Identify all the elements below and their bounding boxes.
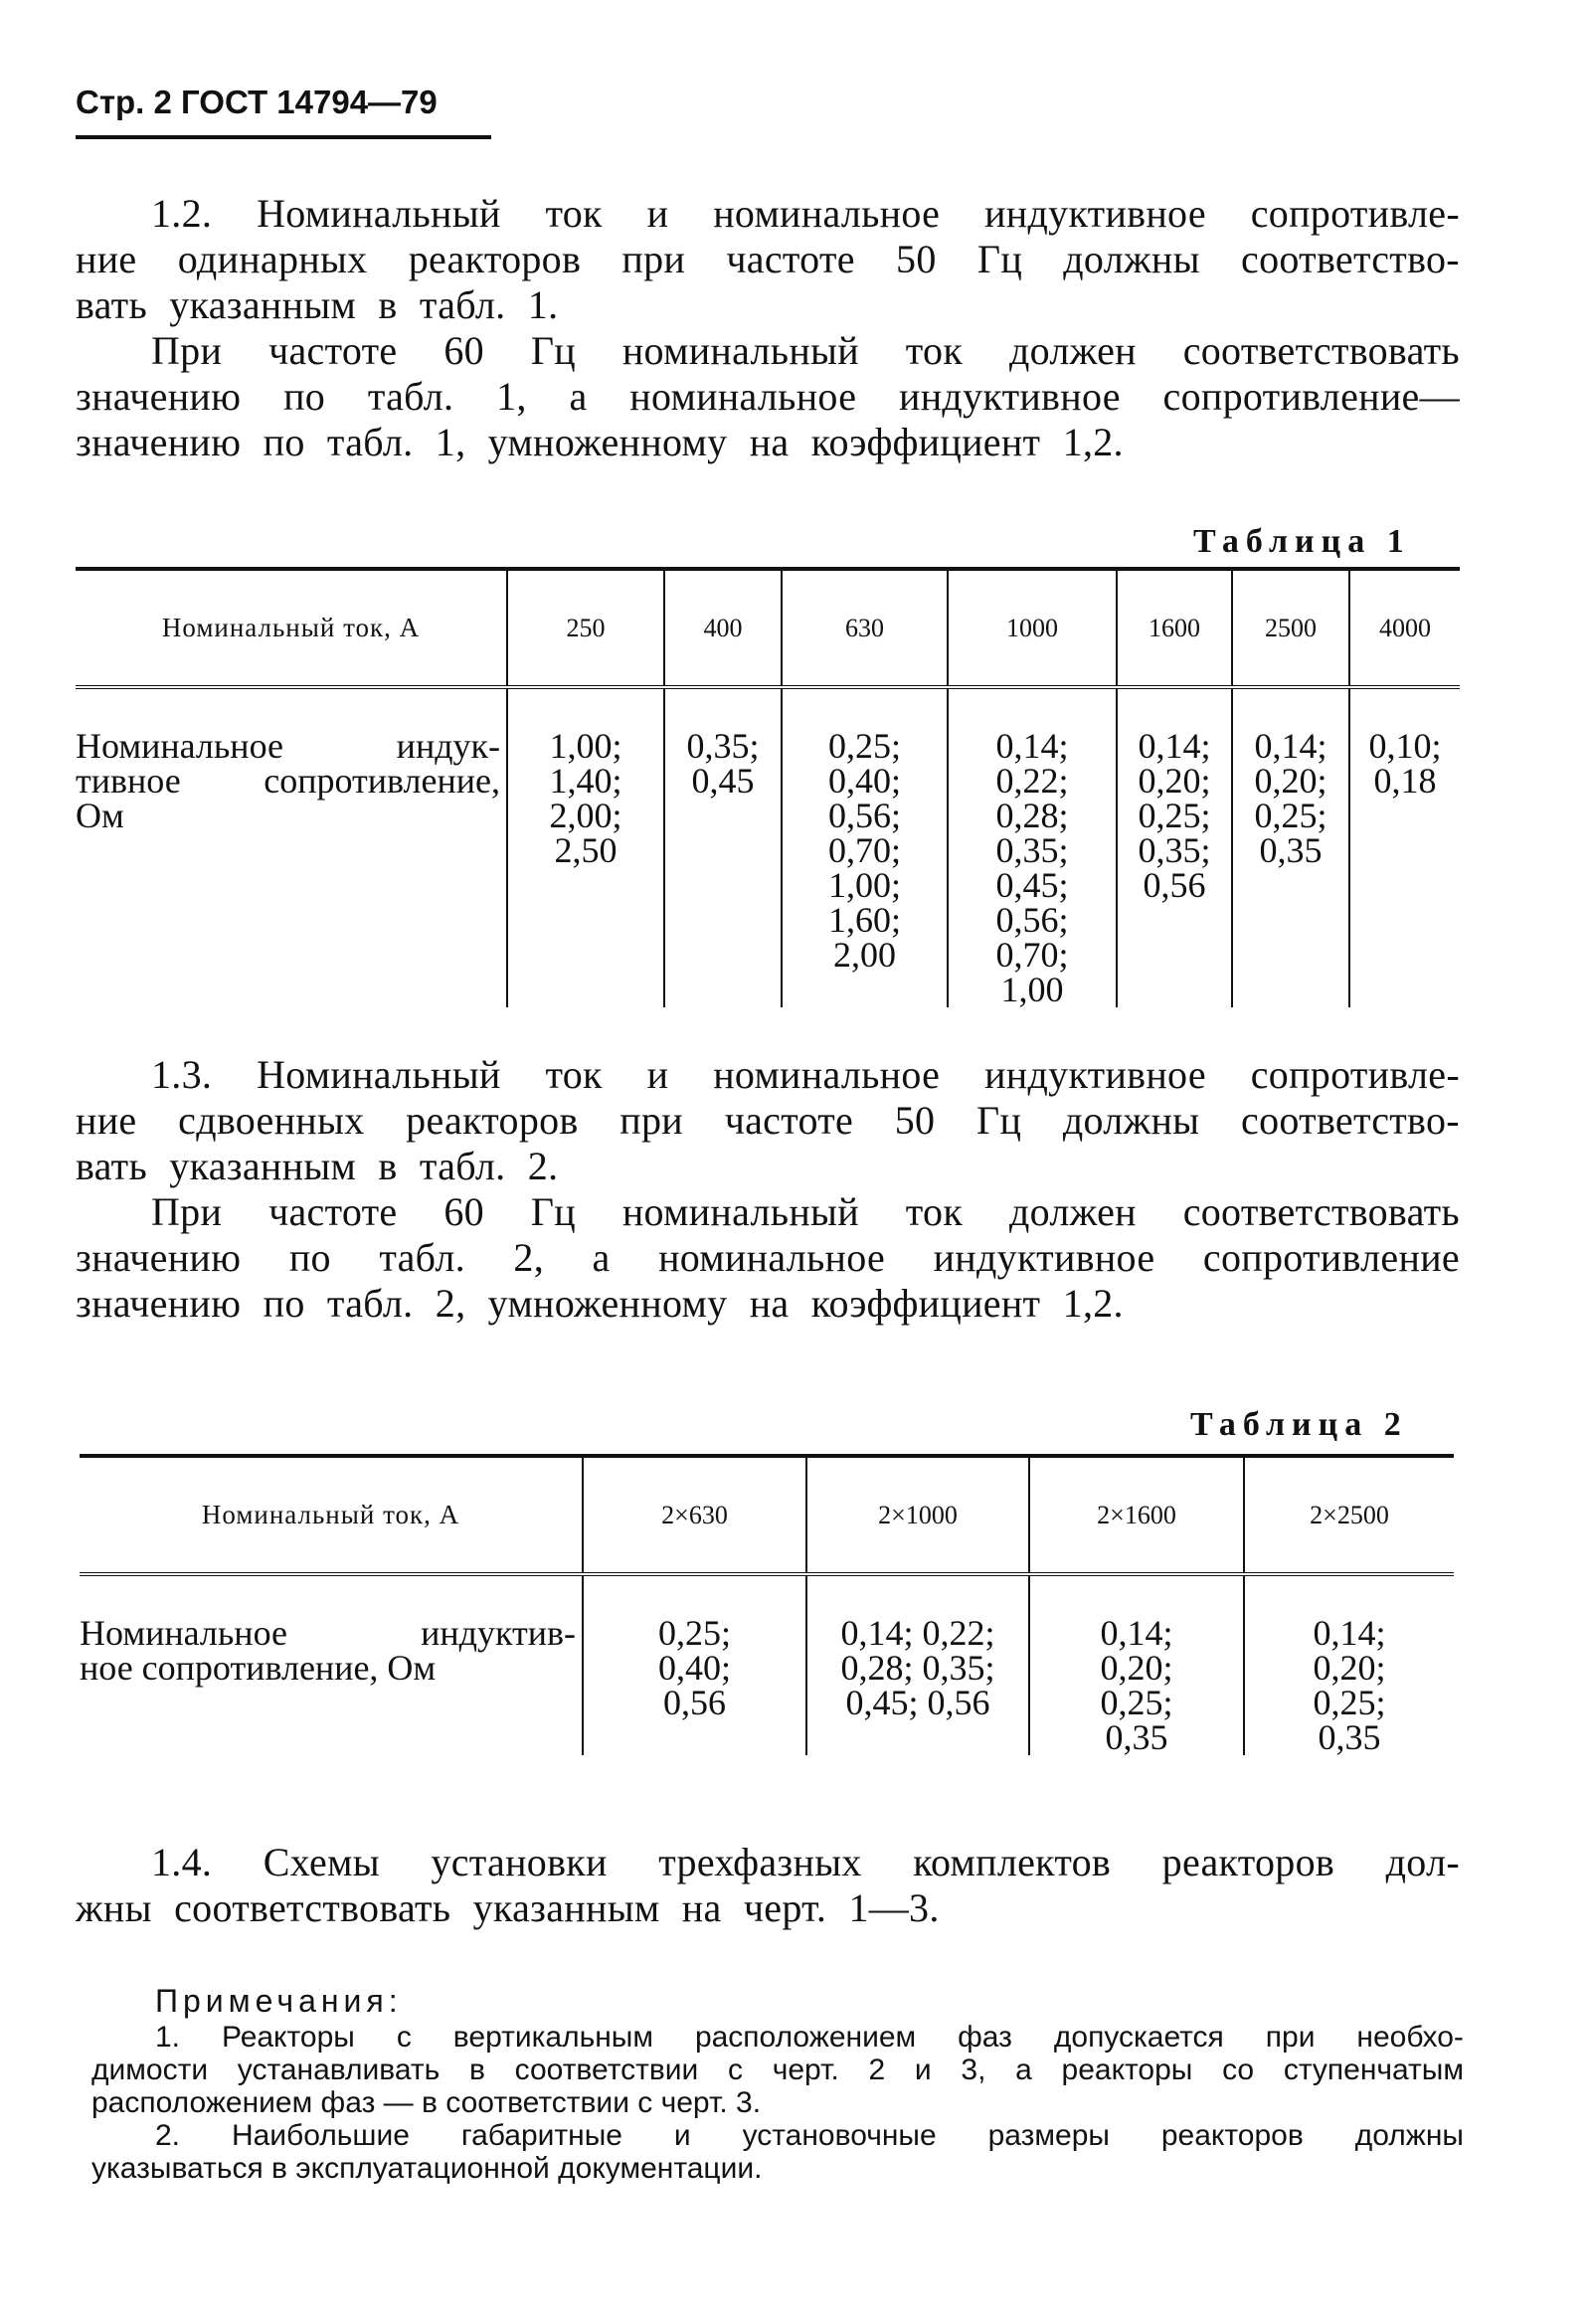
value: 0,14; 0,22;: [840, 1613, 995, 1653]
section-1-2: [76, 191, 1460, 465]
value: 0,35;: [1138, 830, 1211, 870]
value: 0,25;: [657, 1613, 731, 1653]
value: 1,00;: [549, 726, 622, 766]
column-header: 630: [782, 569, 948, 687]
value: 2,00;: [549, 796, 622, 835]
value: 0,25;: [1138, 796, 1211, 835]
column-header: 400: [664, 569, 782, 687]
value: 0,14;: [995, 726, 1069, 766]
row-stub: [76, 687, 507, 1007]
note-line: димости устанавливать в соответствии с черт. 2 и 3, а реакторы со ступенчатым: [91, 2054, 1464, 2086]
value: 0,14;: [1138, 726, 1211, 766]
column-header: 4000: [1349, 569, 1460, 687]
column-header: 250: [507, 569, 664, 687]
value: 0,20;: [1313, 1648, 1386, 1688]
value: 0,14;: [1254, 726, 1327, 766]
value: 0,70;: [995, 935, 1069, 975]
value: 0,56;: [827, 796, 901, 835]
value: 0,56: [663, 1683, 726, 1722]
value: 0,14;: [1100, 1613, 1173, 1653]
table-2-caption: Таблица 2: [1190, 1406, 1408, 1443]
note-line: расположением фаз — в соответствии с черт. 3.: [91, 2086, 762, 2119]
section-1-4: [76, 1840, 1460, 1931]
column-header: 2×2500: [1244, 1456, 1454, 1574]
value-cell: [1117, 687, 1232, 1007]
table-1: [76, 567, 1460, 1007]
paragraph-line: жны соответствовать указанным на черт. 1—3.: [76, 1885, 940, 1930]
stub-line: Номинальное индуктив-: [80, 1613, 576, 1653]
value-cell: [1244, 1574, 1454, 1755]
value-cell: [782, 687, 948, 1007]
value: 0,45; 0,56: [845, 1683, 990, 1722]
value: 0,20;: [1254, 761, 1327, 801]
value: 0,20;: [1138, 761, 1211, 801]
value: 0,14;: [1313, 1613, 1386, 1653]
value: 0,45;: [995, 865, 1069, 905]
value: 2,50: [554, 830, 618, 870]
value: 0,40;: [827, 761, 901, 801]
value-cell: [507, 687, 664, 1007]
paragraph-line: вать указанным в табл. 2.: [76, 1144, 559, 1188]
value: 1,60;: [827, 900, 901, 940]
value: 1,00;: [827, 865, 901, 905]
note-line: 2. Наибольшие габаритные и установочные размеры реакторов должны: [155, 2119, 1464, 2152]
value: 0,10;: [1368, 726, 1442, 766]
value: 0,28;: [995, 796, 1069, 835]
value: 0,28; 0,35;: [840, 1648, 995, 1688]
column-header: 2×1600: [1029, 1456, 1244, 1574]
value: 0,20;: [1100, 1648, 1173, 1688]
note-line: указываться в эксплуатационной документации.: [91, 2152, 763, 2185]
value: 0,35: [1259, 830, 1323, 870]
paragraph-line: значению по табл. 1, умноженному на коэффициент 1,2.: [76, 420, 1124, 464]
value: 0,56;: [995, 900, 1069, 940]
column-header: 2×1000: [806, 1456, 1029, 1574]
value-cell: [1232, 687, 1349, 1007]
paragraph-line: ние одинарных реакторов при частоте 50 Гц должны соответство-: [76, 237, 1460, 281]
value: 0,22;: [995, 761, 1069, 801]
paragraph-line: ние сдвоенных реакторов при частоте 50 Гц должны соответство-: [76, 1098, 1460, 1143]
row-header: Номинальный ток, А: [80, 1456, 583, 1574]
paragraph-line: значению по табл. 1, а номинальное индуктивное сопротивление—: [76, 374, 1460, 419]
paragraph-line: вать указанным в табл. 1.: [76, 282, 559, 327]
value: 0,25;: [1313, 1683, 1386, 1722]
stub-line: Номинальное индук-: [76, 726, 500, 766]
notes: [91, 1985, 1464, 2185]
value: 0,35: [1105, 1717, 1168, 1757]
value: 0,25;: [1254, 796, 1327, 835]
value: 0,70;: [827, 830, 901, 870]
header-rule: [76, 135, 491, 139]
value-cell: [806, 1574, 1029, 1755]
paragraph-line: 1.2. Номинальный ток и номинальное индуктивное сопротивле-: [151, 191, 1460, 236]
value: 0,35;: [995, 830, 1069, 870]
value: 0,18: [1373, 761, 1437, 801]
row-stub: [80, 1574, 583, 1755]
value-cell: [664, 687, 782, 1007]
paragraph-line: значению по табл. 2, умноженному на коэффициент 1,2.: [76, 1281, 1124, 1326]
column-header: 2×630: [583, 1456, 806, 1574]
value: 0,25;: [827, 726, 901, 766]
value: 0,35;: [686, 726, 760, 766]
stub-line: Ом: [76, 796, 124, 835]
column-header: 1000: [948, 569, 1117, 687]
value: 0,40;: [657, 1648, 731, 1688]
value-cell: [948, 687, 1117, 1007]
value: 0,45: [691, 761, 755, 801]
table-1-caption: Таблица 1: [1193, 523, 1411, 560]
value: 0,35: [1318, 1717, 1381, 1757]
stub-line: тивное сопротивление,: [76, 761, 500, 801]
value: 1,40;: [549, 761, 622, 801]
paragraph-line: 1.4. Схемы установки трехфазных комплектов реакторов дол-: [151, 1840, 1460, 1884]
column-header: 2500: [1232, 569, 1349, 687]
section-1-3: [76, 1052, 1460, 1327]
value: 0,56: [1143, 865, 1206, 905]
value-cell: [1029, 1574, 1244, 1755]
value-cell: [1349, 687, 1460, 1007]
value: 2,00: [833, 935, 896, 975]
paragraph-line: При частоте 60 Гц номинальный ток должен соответствовать: [151, 1189, 1460, 1234]
value-cell: [583, 1574, 806, 1755]
column-header: 1600: [1117, 569, 1232, 687]
notes-title: Примечания:: [155, 1983, 403, 2019]
stub-line: ное сопротивление, Ом: [80, 1648, 437, 1688]
page-header: Стр. 2 ГОСТ 14794—79: [76, 84, 438, 120]
paragraph-line: 1.3. Номинальный ток и номинальное индуктивное сопротивле-: [151, 1052, 1460, 1097]
paragraph-line: При частоте 60 Гц номинальный ток должен соответствовать: [151, 328, 1460, 373]
paragraph-line: значению по табл. 2, а номинальное индуктивное сопротивление: [76, 1235, 1460, 1280]
value: 0,25;: [1100, 1683, 1173, 1722]
row-header: Номинальный ток, А: [76, 569, 507, 687]
note-line: 1. Реакторы с вертикальным расположением фаз допускается при необхо-: [155, 2021, 1464, 2054]
value: 1,00: [1000, 970, 1064, 1009]
table-2: [80, 1454, 1454, 1755]
